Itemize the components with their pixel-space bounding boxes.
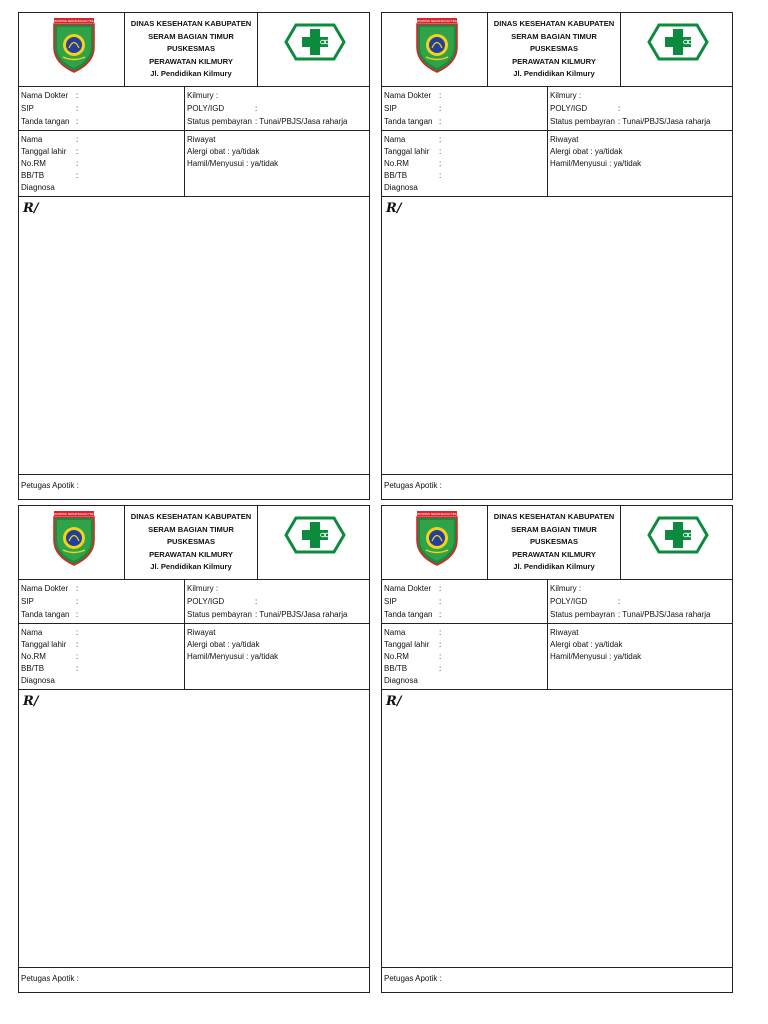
status-pembayaran-value: : Tunai/PBJS/Jasa raharja [255,610,348,619]
rx-symbol: R/ [23,201,39,216]
regency-crest-icon [414,17,460,73]
prescription-area[interactable] [19,690,369,968]
rx-symbol: R/ [386,694,402,709]
petugas-apotik-label: Petugas Apotik : [384,481,442,490]
header-line-2: SERAM BAGIAN TIMUR PUSKESMAS [511,31,597,54]
colon: : [76,147,79,156]
colon: : [439,159,442,168]
puskesmas-cross-icon [284,22,346,62]
colon: : [439,610,442,619]
colon: : [439,104,442,113]
label-bb-tb: BB/TB [384,664,408,673]
status-pembayaran-value: : Tunai/PBJS/Jasa raharja [255,117,348,126]
label-no-rm: No.RM [384,652,409,661]
prescription-area[interactable] [382,690,732,968]
colon: : [76,610,79,619]
label-status-pembayaran: Status pembayran [187,117,252,126]
colon: : [439,584,442,593]
card-header [382,506,732,580]
colon: : [76,652,79,661]
colon: : [255,597,258,606]
header-line-3: PERAWATAN KILMURY [512,56,596,66]
colon: : [439,91,442,100]
crest-banner-text: KABUPATEN SERAM BAGIAN TIMUR [414,513,460,516]
puskesmas-cross-icon [284,515,346,555]
label-tanda-tangan: Tanda tangan [384,610,433,619]
prescription-card [381,505,733,993]
colon: : [439,640,442,649]
label-alergi-obat: Alergi obat : ya/tidak [187,640,260,649]
label-hamil-menyusui: Hamil/Menyusui : ya/tidak [550,159,642,168]
label-kilmury: Kilmury : [550,584,582,593]
label-alergi-obat: Alergi obat : ya/tidak [550,147,623,156]
label-nama-dokter: Nama Dokter [21,91,69,100]
label-poly-igd: POLY/IGD [550,597,588,606]
header-line-1: DINAS KESEHATAN KABUPATEN [130,19,252,29]
header-line-1: DINAS KESEHATAN KABUPATEN [493,19,615,29]
header-title [488,506,621,579]
colon: : [76,171,79,180]
colon: : [76,597,79,606]
colon: : [439,117,442,126]
crest-cell [19,13,125,86]
label-diagnosa: Diagnosa [21,183,55,192]
rx-symbol: R/ [386,201,402,216]
label-riwayat: Riwayat [187,135,216,144]
label-poly-igd: POLY/IGD [187,104,225,113]
crest-banner-text: KABUPATEN SERAM BAGIAN TIMUR [414,20,460,23]
colon: : [439,171,442,180]
label-status-pembayaran: Status pembayran [550,117,615,126]
logo-cell [621,506,732,579]
crest-banner-text: KABUPATEN SERAM BAGIAN TIMUR [51,20,97,23]
header-line-2: SERAM BAGIAN TIMUR PUSKESMAS [148,31,234,54]
label-poly-igd: POLY/IGD [187,597,225,606]
label-diagnosa: Diagnosa [384,676,418,685]
petugas-apotik-label: Petugas Apotik : [21,974,79,983]
label-tanda-tangan: Tanda tangan [21,610,70,619]
label-riwayat: Riwayat [550,135,579,144]
puskesmas-cross-icon [647,22,709,62]
colon: : [76,584,79,593]
prescription-area[interactable] [382,197,732,475]
header-line-4: Jl. Pendidikan Kilmury [513,562,595,572]
colon: : [439,135,442,144]
label-tanggal-lahir: Tanggal lahir [384,640,430,649]
patient-section [382,624,732,690]
label-sip: SIP [384,597,397,606]
label-diagnosa: Diagnosa [21,676,55,685]
crest-cell [382,506,488,579]
label-bb-tb: BB/TB [384,171,408,180]
doctor-section [19,87,369,131]
label-no-rm: No.RM [384,159,409,168]
colon: : [439,664,442,673]
header-line-2: SERAM BAGIAN TIMUR PUSKESMAS [511,524,597,547]
label-sip: SIP [384,104,397,113]
patient-section [19,624,369,690]
regency-crest-icon [414,510,460,566]
label-alergi-obat: Alergi obat : ya/tidak [187,147,260,156]
colon: : [76,664,79,673]
colon: : [439,597,442,606]
header-line-4: Jl. Pendidikan Kilmury [150,69,232,79]
label-nama: Nama [21,628,43,637]
colon: : [618,104,621,113]
logo-cell [258,506,369,579]
header-line-1: DINAS KESEHATAN KABUPATEN [130,512,252,522]
header-line-3: PERAWATAN KILMURY [149,549,233,559]
header-line-2: SERAM BAGIAN TIMUR PUSKESMAS [148,524,234,547]
patient-section [19,131,369,197]
label-status-pembayaran: Status pembayran [187,610,252,619]
label-sip: SIP [21,104,34,113]
label-nama-dokter: Nama Dokter [384,584,432,593]
colon: : [439,628,442,637]
label-tanggal-lahir: Tanggal lahir [384,147,430,156]
header-line-4: Jl. Pendidikan Kilmury [513,69,595,79]
label-tanggal-lahir: Tanggal lahir [21,640,67,649]
colon: : [76,104,79,113]
colon: : [255,104,258,113]
rx-symbol: R/ [23,694,39,709]
colon: : [76,640,79,649]
colon: : [76,159,79,168]
doctor-section [19,580,369,624]
card-header [382,13,732,87]
petugas-apotik-label: Petugas Apotik : [384,974,442,983]
label-poly-igd: POLY/IGD [550,104,588,113]
label-kilmury: Kilmury : [187,91,219,100]
regency-crest-icon [51,17,97,73]
label-no-rm: No.RM [21,159,46,168]
puskesmas-cross-icon [647,515,709,555]
header-line-4: Jl. Pendidikan Kilmury [150,562,232,572]
colon: : [439,652,442,661]
label-diagnosa: Diagnosa [384,183,418,192]
header-title [488,13,621,86]
crest-banner-text: KABUPATEN SERAM BAGIAN TIMUR [51,513,97,516]
label-riwayat: Riwayat [550,628,579,637]
colon: : [76,135,79,144]
label-bb-tb: BB/TB [21,664,45,673]
label-nama: Nama [384,135,406,144]
prescription-area[interactable] [19,197,369,475]
status-pembayaran-value: : Tunai/PBJS/Jasa raharja [618,610,711,619]
label-tanggal-lahir: Tanggal lahir [21,147,67,156]
regency-crest-icon [51,510,97,566]
label-nama-dokter: Nama Dokter [384,91,432,100]
colon: : [76,117,79,126]
label-tanda-tangan: Tanda tangan [384,117,433,126]
label-nama: Nama [21,135,43,144]
colon: : [76,628,79,637]
label-hamil-menyusui: Hamil/Menyusui : ya/tidak [187,652,279,661]
petugas-apotik-label: Petugas Apotik : [21,481,79,490]
label-hamil-menyusui: Hamil/Menyusui : ya/tidak [187,159,279,168]
colon: : [618,597,621,606]
card-header [19,506,369,580]
crest-cell [19,506,125,579]
label-kilmury: Kilmury : [550,91,582,100]
status-pembayaran-value: : Tunai/PBJS/Jasa raharja [618,117,711,126]
label-hamil-menyusui: Hamil/Menyusui : ya/tidak [550,652,642,661]
label-status-pembayaran: Status pembayran [550,610,615,619]
label-alergi-obat: Alergi obat : ya/tidak [550,640,623,649]
doctor-section [382,87,732,131]
header-line-3: PERAWATAN KILMURY [149,56,233,66]
colon: : [439,147,442,156]
header-title [125,13,258,86]
label-bb-tb: BB/TB [21,171,45,180]
colon: : [76,91,79,100]
prescription-card [18,12,370,500]
label-sip: SIP [21,597,34,606]
header-line-3: PERAWATAN KILMURY [512,549,596,559]
label-kilmury: Kilmury : [187,584,219,593]
prescription-card [381,12,733,500]
label-nama-dokter: Nama Dokter [21,584,69,593]
doctor-section [382,580,732,624]
logo-cell [621,13,732,86]
crest-cell [382,13,488,86]
header-title [125,506,258,579]
card-header [19,13,369,87]
logo-cell [258,13,369,86]
label-riwayat: Riwayat [187,628,216,637]
label-tanda-tangan: Tanda tangan [21,117,70,126]
header-line-1: DINAS KESEHATAN KABUPATEN [493,512,615,522]
label-no-rm: No.RM [21,652,46,661]
prescription-card [18,505,370,993]
patient-section [382,131,732,197]
label-nama: Nama [384,628,406,637]
